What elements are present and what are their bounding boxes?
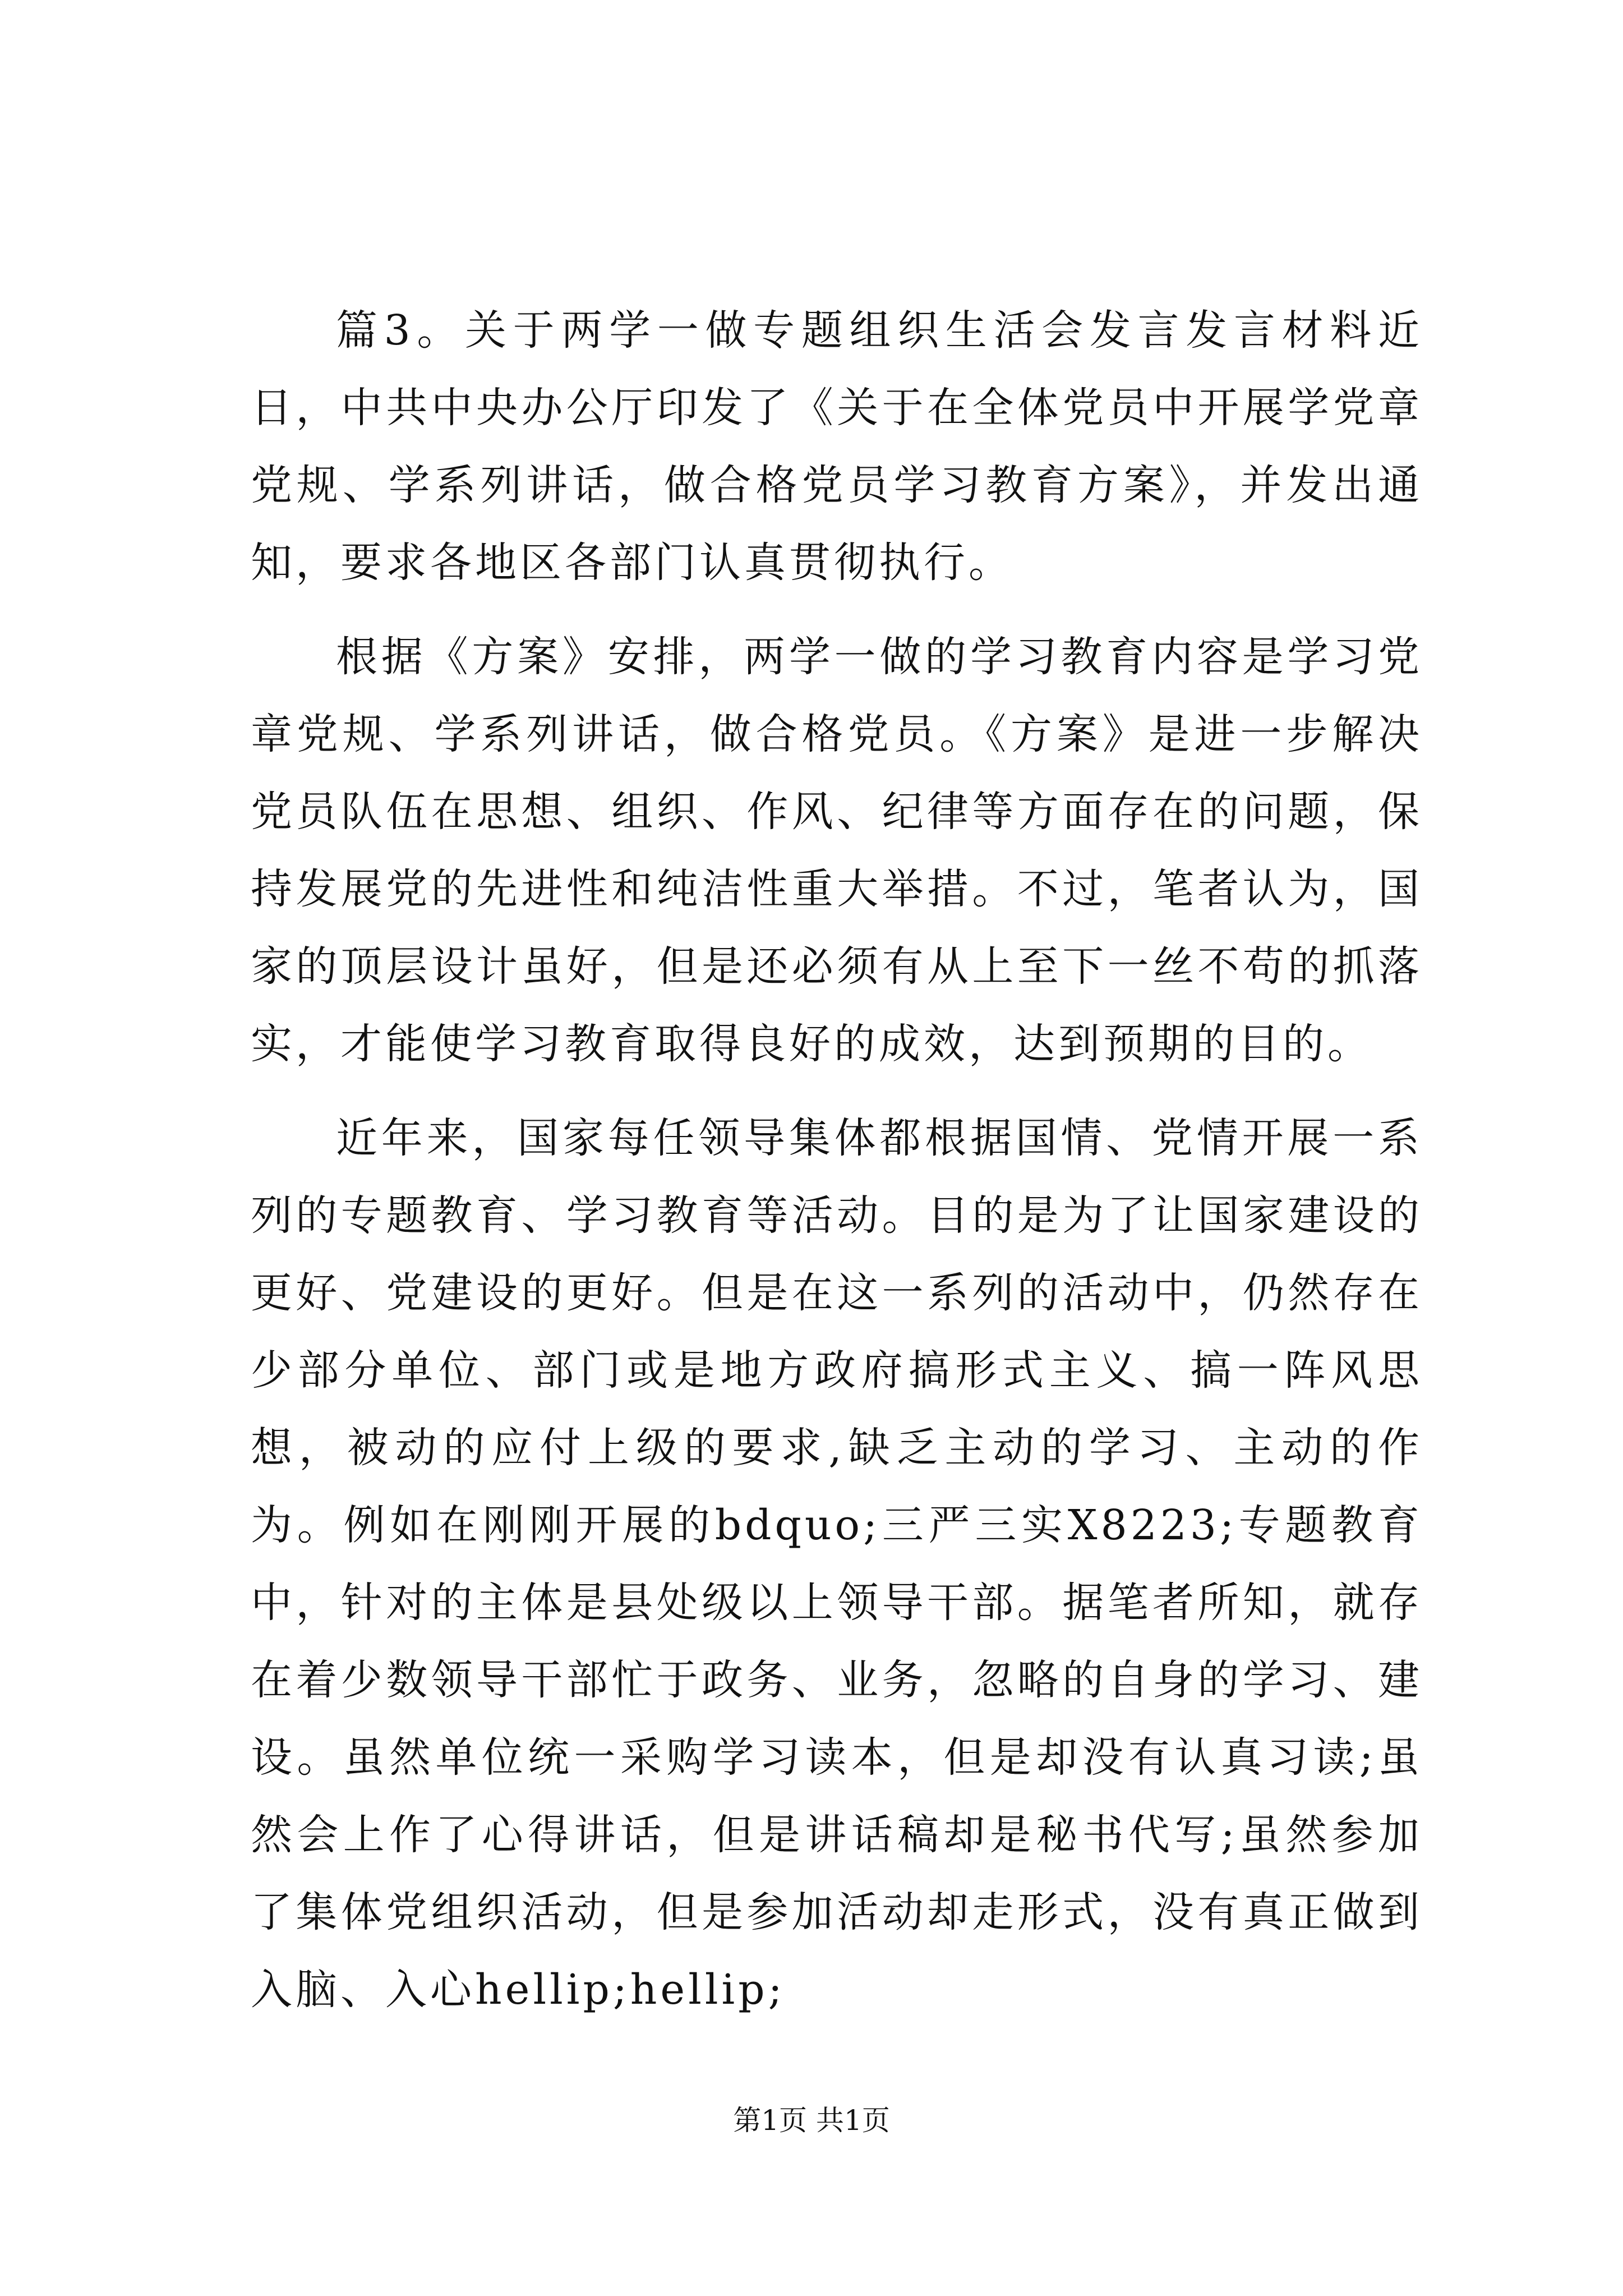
paragraph-1: 篇3。关于两学一做专题组织生活会发言发言材料近日，中共中央办公厅印发了《关于在全体党员中开展学党章党规、学系列讲话，做合格党员学习教育方案》，并发出通知，要求各地区各部门认真贯彻执行。 bbox=[251, 306, 1423, 587]
paragraph-2: 根据《方案》安排，两学一做的学习教育内容是学习党章党规、学系列讲话，做合格党员。《方案》是进一步解决党员队伍在思想、组织、作风、纪律等方面存在的问题，保持发展党的先进性和纯洁性重大举措。不过，笔者认为，国家的顶层设计虽好，但是还必须有从上至下一丝不苟的抓落实，才能使学习教育取得良好的成效，达到预期的目的。 bbox=[251, 633, 1423, 1068]
paragraph-3: 近年来，国家每任领导集体都根据国情、党情开展一系列的专题教育、学习教育等活动。目的是为了让国家建设的更好、党建设的更好。但是在这一系列的活动中，仍然存在少部分单位、部门或是地方政府搞形式主义、搞一阵风思想，被动的应付上级的要求,缺乏主动的学习、主动的作为。例如在刚刚开展的bdquo;三严三实X8223;专题教育中，针对的主体是县处级以上领导干部。据笔者所知，就存在着少数领导干部忙于政务、业务，忽略的自身的学习、建设。虽然单位统一采购学习读本，但是却没有认真习读;虽然会上作了心得讲话，但是讲话稿却是秘书代写;虽然参加了集体党组织活动，但是参加活动却走形式，没有真正做到入脑、入心hellip;hellip; bbox=[251, 1114, 1423, 2014]
page-number: 第1页 共1页 bbox=[733, 2104, 890, 2137]
document-body bbox=[251, 292, 1423, 2045]
page-footer bbox=[0, 2101, 1623, 2140]
